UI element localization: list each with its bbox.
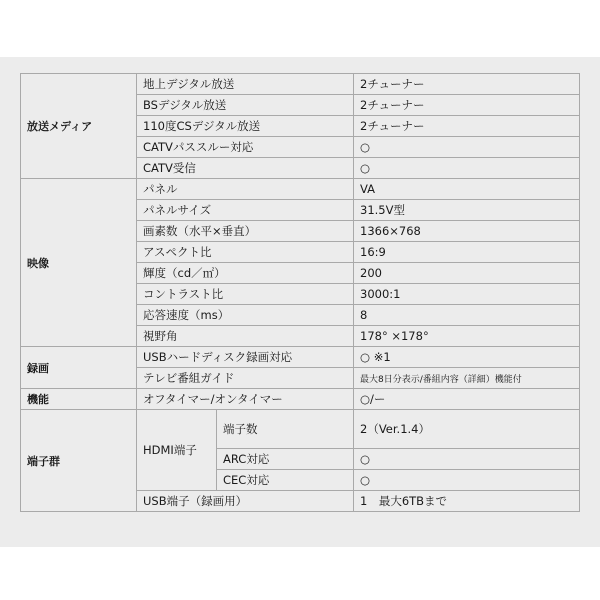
row-label: オフタイマー/オンタイマー bbox=[137, 389, 354, 410]
row-label: 地上デジタル放送 bbox=[137, 74, 354, 95]
row-value: ○ bbox=[354, 470, 580, 491]
row-label: 端子数 bbox=[217, 410, 354, 449]
row-label: アスペクト比 bbox=[137, 242, 354, 263]
row-value: 16:9 bbox=[354, 242, 580, 263]
row-label: パネル bbox=[137, 179, 354, 200]
table-row bbox=[21, 74, 580, 95]
row-value: ○/ー bbox=[354, 389, 580, 410]
table-row bbox=[21, 347, 580, 368]
row-label: 応答速度（ms） bbox=[137, 305, 354, 326]
category-broadcast: 放送メディア bbox=[21, 74, 137, 179]
row-label: ARC対応 bbox=[217, 449, 354, 470]
row-value: 31.5V型 bbox=[354, 200, 580, 221]
row-value: 1366×768 bbox=[354, 221, 580, 242]
row-label: CATV受信 bbox=[137, 158, 354, 179]
row-label: USB端子（録画用） bbox=[137, 491, 354, 512]
table-row bbox=[21, 179, 580, 200]
category-terminals: 端子群 bbox=[21, 410, 137, 512]
row-label: BSデジタル放送 bbox=[137, 95, 354, 116]
row-value: 3000:1 bbox=[354, 284, 580, 305]
row-value: ○ ※1 bbox=[354, 347, 580, 368]
category-display: 映像 bbox=[21, 179, 137, 347]
row-value: VA bbox=[354, 179, 580, 200]
row-value: ○ bbox=[354, 449, 580, 470]
row-label: パネルサイズ bbox=[137, 200, 354, 221]
row-label: CATVパススルー対応 bbox=[137, 137, 354, 158]
row-label: 110度CSデジタル放送 bbox=[137, 116, 354, 137]
row-value: 2チューナー bbox=[354, 74, 580, 95]
row-value: ○ bbox=[354, 158, 580, 179]
row-label: 画素数（水平×垂直） bbox=[137, 221, 354, 242]
row-value: 200 bbox=[354, 263, 580, 284]
category-function: 機能 bbox=[21, 389, 137, 410]
row-label: CEC対応 bbox=[217, 470, 354, 491]
row-value: 178° ×178° bbox=[354, 326, 580, 347]
row-value: 2チューナー bbox=[354, 116, 580, 137]
row-value: 最大8日分表示/番組内容（詳細）機能付 bbox=[354, 368, 580, 389]
row-label: 輝度（cd／㎡） bbox=[137, 263, 354, 284]
row-value: 1 最大6TBまで bbox=[354, 491, 580, 512]
row-label: 視野角 bbox=[137, 326, 354, 347]
row-value: 2チューナー bbox=[354, 95, 580, 116]
row-label: USBハードディスク録画対応 bbox=[137, 347, 354, 368]
row-value: 8 bbox=[354, 305, 580, 326]
spec-table bbox=[20, 73, 580, 512]
row-value: ○ bbox=[354, 137, 580, 158]
table-row bbox=[21, 389, 580, 410]
hdmi-group-label: HDMI端子 bbox=[137, 410, 217, 491]
row-value: 2（Ver.1.4） bbox=[354, 410, 580, 449]
row-label: コントラスト比 bbox=[137, 284, 354, 305]
category-recording: 録画 bbox=[21, 347, 137, 389]
table-row bbox=[21, 410, 580, 449]
row-label: テレビ番組ガイド bbox=[137, 368, 354, 389]
